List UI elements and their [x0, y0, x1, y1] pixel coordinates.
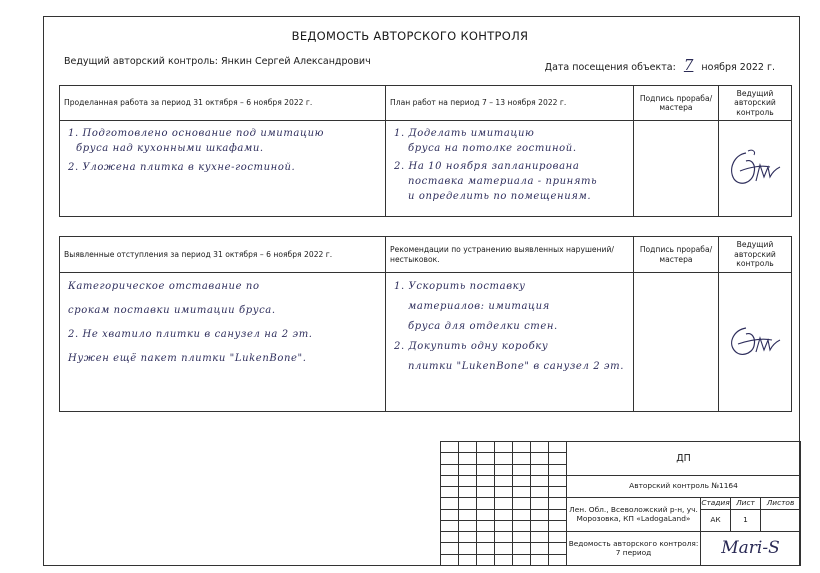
- work-table: [59, 85, 792, 217]
- signature-icon: [726, 322, 784, 362]
- visit-day: 7: [683, 56, 694, 74]
- object-address: Лен. Обл., Всеволожский р-н, уч. Морозовка, КП «LadogaLand»: [567, 498, 701, 532]
- signature-icon: [726, 147, 784, 191]
- document-name: Ведомость авторского контроля: 7 период: [567, 532, 701, 566]
- header-lead-sign: Ведущий авторский контроль: [719, 86, 792, 121]
- visit-date: [545, 56, 775, 74]
- header-foreman-sign: Подпись прораба/мастера: [634, 237, 719, 273]
- recommendation-line: 2. Докупить одну коробку: [394, 341, 549, 352]
- supervisor-label: Ведущий авторский контроль: Янкин Сергей Александрович: [64, 56, 371, 67]
- foreman-sign-cell: [634, 273, 719, 412]
- visit-month-year: ноября 2022 г.: [701, 62, 775, 73]
- work-done-line: 1. Подготовлено основание под имитацию: [68, 128, 325, 140]
- sheets-label: Листов: [761, 498, 801, 509]
- lead-sign-cell: [719, 121, 792, 217]
- plan-line: 2. На 10 ноября запланирована: [394, 161, 580, 173]
- stage-value: АК: [701, 509, 731, 532]
- header-lead-sign: Ведущий авторский контроль: [719, 237, 792, 273]
- deviation-line: срокам поставки имитации бруса.: [68, 305, 276, 316]
- deviation-line: 2. Не хватило плитки в санузел на 2 эт.: [68, 329, 313, 340]
- deviations-table: [59, 236, 792, 412]
- work-done-line: бруса над кухонными шкафами.: [76, 143, 264, 155]
- title-block: [440, 441, 800, 566]
- recommendation-line: 1. Ускорить поставку: [394, 281, 526, 292]
- recommendation-line: бруса для отделки стен.: [408, 321, 558, 332]
- sheet-value: 1: [731, 509, 761, 532]
- recommendation-line: плитки "LukenBone" в санузел 2 эт.: [408, 361, 624, 372]
- doc-code: ДП: [567, 442, 801, 476]
- deviation-line: Нужен ещё пакет плитки "LukenBone".: [68, 353, 307, 364]
- work-done-cell: [60, 121, 386, 217]
- document-title: ВЕДОМОСТЬ АВТОРСКОГО КОНТРОЛЯ: [291, 29, 529, 43]
- contract-number: Авторский контроль №1164: [567, 475, 801, 498]
- header-plan: План работ на период 7 – 13 ноября 2022 г.: [386, 86, 634, 121]
- header-recommendations: Рекомендации по устранению выявленных нарушений/нестыковок.: [386, 237, 634, 273]
- recommendation-line: материалов: имитация: [408, 301, 550, 312]
- work-done-line: 2. Уложена плитка в кухне-гостиной.: [68, 162, 296, 174]
- sheets-value: [761, 509, 801, 532]
- plan-cell: [386, 121, 634, 217]
- header-foreman-sign: Подпись прораба/мастера: [634, 86, 719, 121]
- deviation-line: Категорическое отставание по: [68, 281, 260, 292]
- deviations-cell: [60, 273, 386, 412]
- author-signature: Mari-S: [701, 532, 801, 566]
- plan-line: 1. Доделать имитацию: [394, 128, 535, 140]
- plan-line: поставка материала - принять: [408, 176, 598, 188]
- recommendations-cell: [386, 273, 634, 412]
- foreman-sign-cell: [634, 121, 719, 217]
- plan-line: и определить по помещениям.: [408, 191, 592, 203]
- plan-line: бруса на потолке гостиной.: [408, 143, 577, 155]
- header-work-done: Проделанная работа за период 31 октября – 6 ноября 2022 г.: [60, 86, 386, 121]
- visit-date-label: Дата посещения объекта:: [544, 62, 676, 73]
- lead-sign-cell: [719, 273, 792, 412]
- header-deviations: Выявленные отступления за период 31 октября – 6 ноября 2022 г.: [60, 237, 386, 273]
- sheet-label: Лист: [731, 498, 761, 509]
- stage-label: Стадия: [701, 498, 731, 509]
